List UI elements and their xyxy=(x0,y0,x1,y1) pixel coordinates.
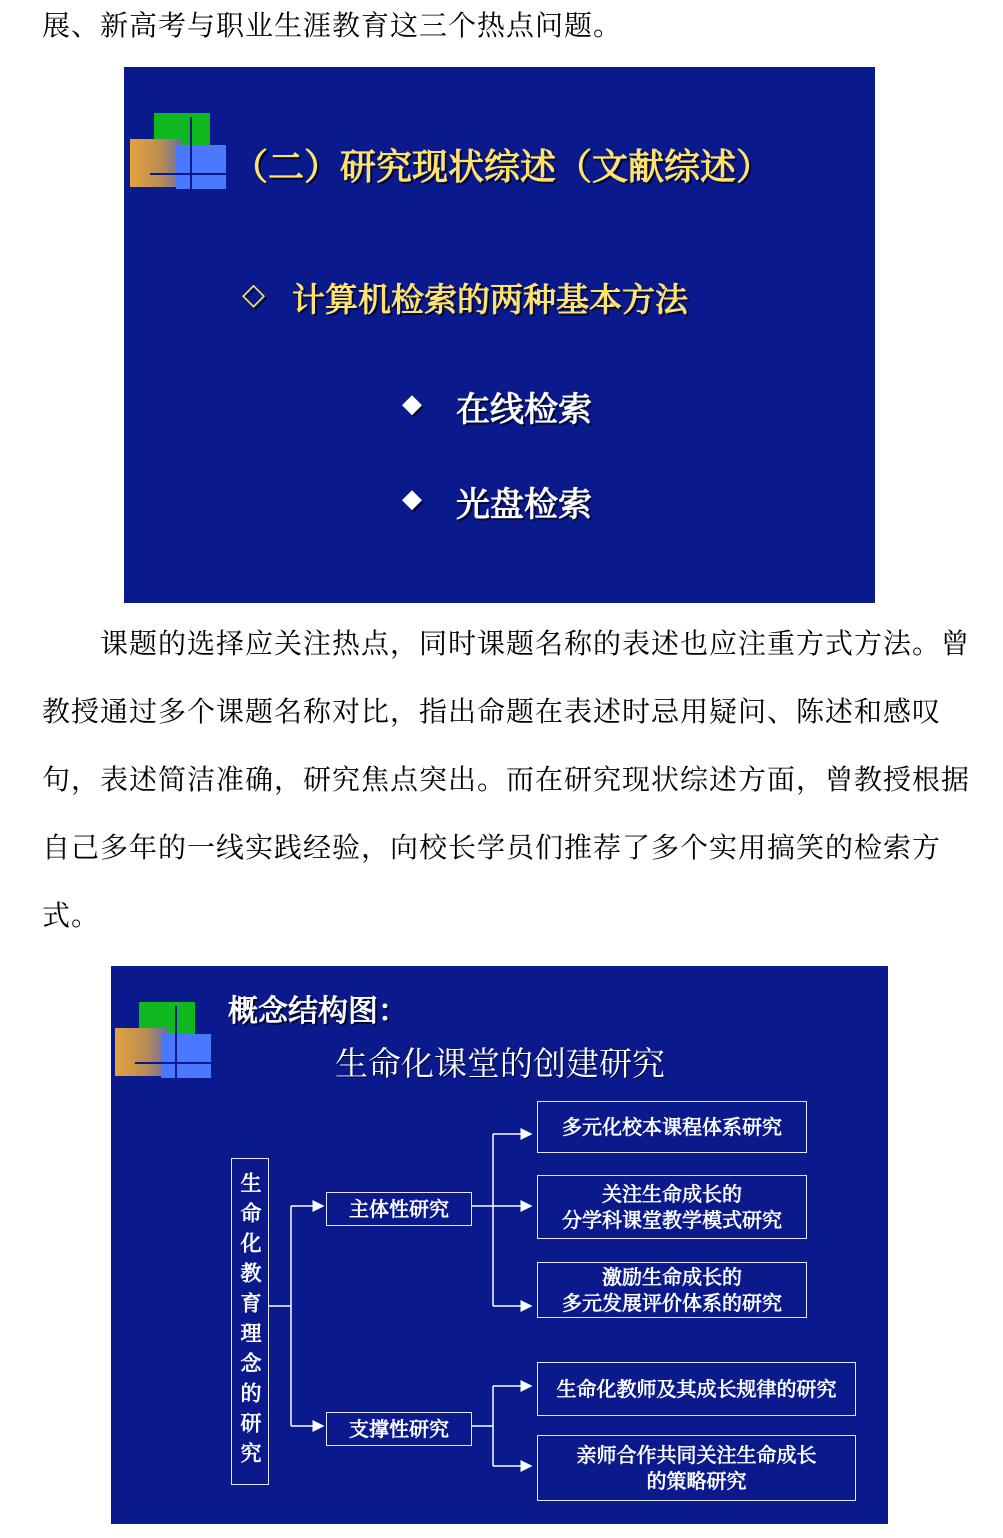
body-paragraph: 课题的选择应关注热点，同时课题名称的表述也应注重方式方法。曾教授通过多个课题名称对比，指出命题在表述时忌用疑问、陈述和感叹句，表述简洁准确，研究焦点突出。而在研究现状综述方面，曾教授根据自己多年的一线实践经验，向校长学员们推荐了多个实用搞笑的检索方式。 xyxy=(42,627,971,932)
child-box-4: 生命化教师及其成长规律的研究 xyxy=(537,1362,856,1416)
slide2-heading: 概念结构图： xyxy=(228,994,408,1029)
child-box-2: 关注生命成长的 分学科课堂教学模式研究 xyxy=(537,1175,807,1239)
branch-subject-box: 主体性研究 xyxy=(326,1192,472,1226)
child-box-5: 亲师合作共同关注生命成长 的策略研究 xyxy=(537,1435,856,1501)
slide1-title: （二）研究现状综述（文献综述） xyxy=(232,147,773,188)
slide1-bullet-cd: 光盘检索 xyxy=(456,485,592,525)
root-concept-box: 生命化教育理念的研究 xyxy=(231,1158,269,1485)
diamond-outline-icon: ◇ xyxy=(242,277,266,312)
intro-paragraph: 展、新高考与职业生涯教育这三个热点问题。 xyxy=(42,9,623,42)
branch-support-box: 支撑性研究 xyxy=(326,1412,472,1446)
child-box-1: 多元化校本课程体系研究 xyxy=(537,1101,807,1153)
diamond-bullet-icon: ◆ xyxy=(402,389,422,419)
slide1-subheading: 计算机检索的两种基本方法 xyxy=(292,280,688,319)
slide1-bullet-online: 在线检索 xyxy=(456,390,592,430)
diamond-bullet-icon: ◆ xyxy=(402,484,422,514)
slide-concept-map xyxy=(111,966,888,1524)
slide-logo-icon xyxy=(130,113,230,193)
slide2-title: 生命化课堂的创建研究 xyxy=(335,1044,665,1083)
child-box-3: 激励生命成长的 多元发展评价体系的研究 xyxy=(537,1262,807,1318)
slide-literature-review xyxy=(124,67,875,603)
